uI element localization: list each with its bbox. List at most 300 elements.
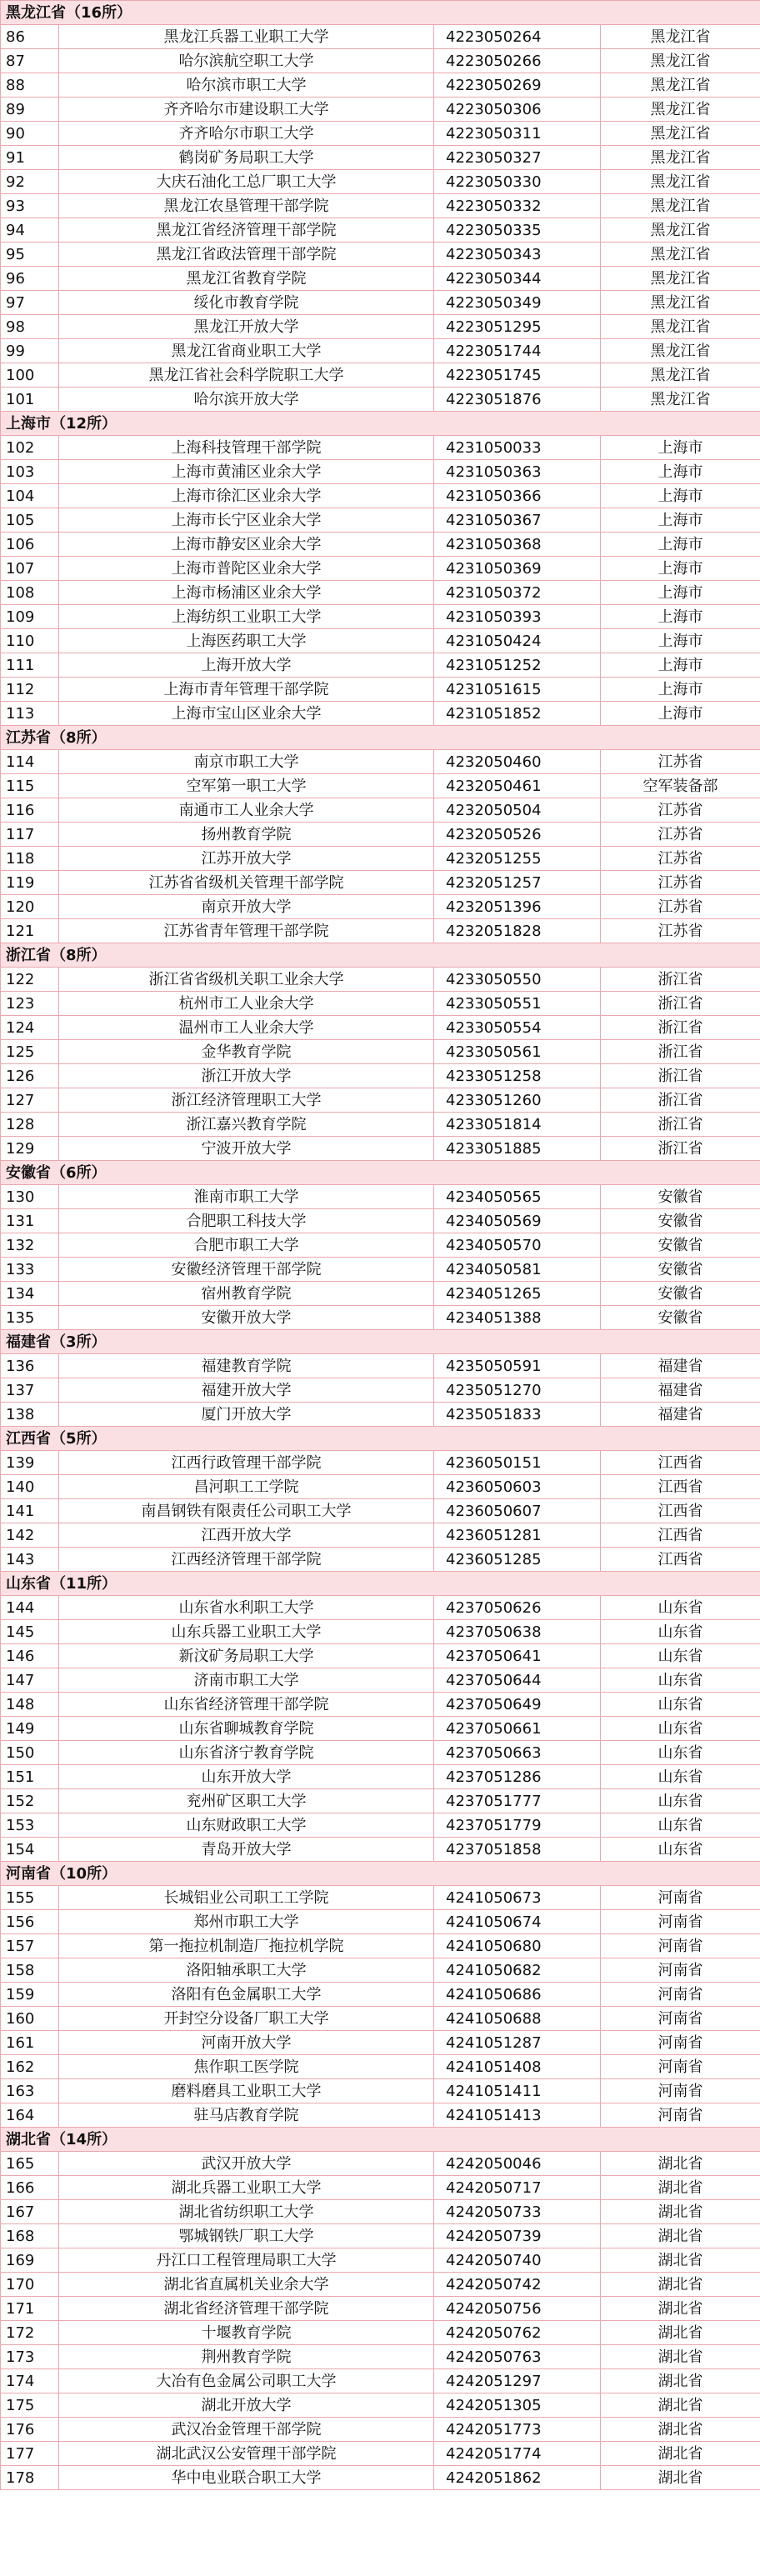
province-group-title: 上海市（12所） [1, 412, 760, 436]
table-row [1, 2176, 760, 2200]
institution-name: 黑龙江省经济管理干部学院 [59, 218, 434, 243]
table-row [1, 1258, 760, 1282]
institution-name: 十堰教育学院 [59, 2321, 434, 2345]
institution-name: 驻马店教育学院 [59, 2103, 434, 2128]
region-authority: 河南省 [601, 2007, 760, 2031]
institution-code: 4241051411 [434, 2079, 601, 2103]
region-authority: 安徽省 [601, 1185, 760, 1209]
institution-name: 上海开放大学 [59, 653, 434, 678]
institution-name: 大庆石油化工总厂职工大学 [59, 170, 434, 194]
institution-code: 4237050641 [434, 1644, 601, 1668]
institution-code: 4231050367 [434, 508, 601, 533]
row-number: 146 [1, 1644, 59, 1668]
institution-name: 南昌钢铁有限责任公司职工大学 [59, 1499, 434, 1523]
region-authority: 浙江省 [601, 1016, 760, 1040]
row-number: 132 [1, 1233, 59, 1258]
table-row [1, 1741, 760, 1765]
row-number: 171 [1, 2297, 59, 2321]
province-group-title: 福建省（3所） [1, 1330, 760, 1354]
row-number: 175 [1, 2393, 59, 2418]
institution-name: 杭州市工人业余大学 [59, 992, 434, 1016]
row-number: 136 [1, 1354, 59, 1378]
institution-name: 南京市职工大学 [59, 750, 434, 774]
institution-name: 绥化市教育学院 [59, 291, 434, 315]
institution-code: 4241050682 [434, 1958, 601, 1983]
institution-code: 4223051295 [434, 315, 601, 339]
table-row [1, 2466, 760, 2490]
row-number: 124 [1, 1016, 59, 1040]
institution-code: 4223050335 [434, 218, 601, 243]
table-row [1, 1620, 760, 1644]
table-row [1, 1185, 760, 1209]
row-number: 153 [1, 1813, 59, 1838]
region-authority: 黑龙江省 [601, 267, 760, 291]
institution-name: 洛阳有色金属职工大学 [59, 1983, 434, 2007]
region-authority: 安徽省 [601, 1258, 760, 1282]
institution-name: 上海市杨浦区业余大学 [59, 581, 434, 605]
province-group-header [1, 1572, 760, 1596]
row-number: 167 [1, 2200, 59, 2224]
institution-code: 4241050688 [434, 2007, 601, 2031]
institution-code: 4241050686 [434, 1983, 601, 2007]
institution-code: 4242050046 [434, 2152, 601, 2176]
region-authority: 福建省 [601, 1354, 760, 1378]
row-number: 126 [1, 1064, 59, 1088]
row-number: 105 [1, 508, 59, 533]
institution-code: 4242051297 [434, 2369, 601, 2393]
region-authority: 上海市 [601, 557, 760, 581]
institution-name: 湖北省直属机关业余大学 [59, 2273, 434, 2297]
region-authority: 河南省 [601, 1983, 760, 2007]
institution-code: 4233050551 [434, 992, 601, 1016]
row-number: 159 [1, 1983, 59, 2007]
institution-code: 4234050581 [434, 1258, 601, 1282]
row-number: 95 [1, 243, 59, 267]
institution-name: 金华教育学院 [59, 1040, 434, 1064]
institution-code: 4237051779 [434, 1813, 601, 1838]
institution-name: 湖北省纺织职工大学 [59, 2200, 434, 2224]
region-authority: 浙江省 [601, 1040, 760, 1064]
institution-code: 4232051255 [434, 847, 601, 871]
institution-name: 江西开放大学 [59, 1523, 434, 1548]
row-number: 135 [1, 1306, 59, 1330]
institution-code: 4236050603 [434, 1475, 601, 1499]
row-number: 104 [1, 484, 59, 508]
row-number: 100 [1, 363, 59, 388]
institution-code: 4241051408 [434, 2055, 601, 2079]
table-row [1, 774, 760, 798]
province-group-title: 湖北省（14所） [1, 2128, 760, 2152]
table-row [1, 798, 760, 823]
institution-code: 4237050663 [434, 1741, 601, 1765]
institution-code: 4231050033 [434, 436, 601, 460]
region-authority: 黑龙江省 [601, 339, 760, 363]
row-number: 165 [1, 2152, 59, 2176]
institution-code: 4223050266 [434, 49, 601, 73]
institution-name: 安徽开放大学 [59, 1306, 434, 1330]
province-group-title: 黑龙江省（16所） [1, 1, 760, 25]
institution-code: 4231050369 [434, 557, 601, 581]
row-number: 130 [1, 1185, 59, 1209]
table-row [1, 895, 760, 919]
table-row [1, 2393, 760, 2418]
region-authority: 湖北省 [601, 2393, 760, 2418]
row-number: 164 [1, 2103, 59, 2128]
institution-name: 焦作职工医学院 [59, 2055, 434, 2079]
table-row [1, 992, 760, 1016]
institution-name: 空军第一职工大学 [59, 774, 434, 798]
region-authority: 山东省 [601, 1765, 760, 1789]
row-number: 152 [1, 1789, 59, 1813]
province-group-header [1, 1427, 760, 1451]
row-number: 116 [1, 798, 59, 823]
row-number: 169 [1, 2248, 59, 2273]
row-number: 145 [1, 1620, 59, 1644]
province-group-title: 河南省（10所） [1, 1862, 760, 1886]
row-number: 93 [1, 194, 59, 218]
institution-code: 4223050306 [434, 98, 601, 122]
institution-code: 4236051285 [434, 1548, 601, 1572]
table-row [1, 750, 760, 774]
institution-code: 4233050554 [434, 1016, 601, 1040]
institution-name: 上海市青年管理干部学院 [59, 678, 434, 702]
region-authority: 上海市 [601, 629, 760, 653]
table-row [1, 1064, 760, 1088]
institution-name: 昌河职工工学院 [59, 1475, 434, 1499]
institution-name: 江苏开放大学 [59, 847, 434, 871]
table-row [1, 436, 760, 460]
region-authority: 黑龙江省 [601, 98, 760, 122]
region-authority: 黑龙江省 [601, 243, 760, 267]
province-group-header [1, 412, 760, 436]
row-number: 92 [1, 170, 59, 194]
region-authority: 浙江省 [601, 1064, 760, 1088]
region-authority: 湖北省 [601, 2369, 760, 2393]
region-authority: 湖北省 [601, 2466, 760, 2490]
institution-code: 4223050311 [434, 122, 601, 146]
institution-name: 哈尔滨开放大学 [59, 388, 434, 412]
institution-code: 4242050733 [434, 2200, 601, 2224]
institution-code: 4223050330 [434, 170, 601, 194]
table-row [1, 1693, 760, 1717]
institution-name: 兖州矿区职工大学 [59, 1789, 434, 1813]
table-row [1, 1475, 760, 1499]
institution-name: 福建开放大学 [59, 1378, 434, 1403]
row-number: 108 [1, 581, 59, 605]
region-authority: 上海市 [601, 702, 760, 726]
institution-name: 黑龙江省商业职工大学 [59, 339, 434, 363]
row-number: 148 [1, 1693, 59, 1717]
institution-code: 4242051862 [434, 2466, 601, 2490]
row-number: 133 [1, 1258, 59, 1282]
table-row [1, 1088, 760, 1113]
table-row [1, 1813, 760, 1838]
table-row [1, 1668, 760, 1693]
institution-name: 宁波开放大学 [59, 1137, 434, 1161]
institution-name: 黑龙江省政法管理干部学院 [59, 243, 434, 267]
row-number: 109 [1, 605, 59, 629]
row-number: 160 [1, 2007, 59, 2031]
row-number: 137 [1, 1378, 59, 1403]
table-row [1, 653, 760, 678]
institution-name: 河南开放大学 [59, 2031, 434, 2055]
table-row [1, 1113, 760, 1137]
region-authority: 湖北省 [601, 2442, 760, 2466]
region-authority: 河南省 [601, 1886, 760, 1910]
table-row [1, 581, 760, 605]
institution-code: 4233051885 [434, 1137, 601, 1161]
table-row [1, 2345, 760, 2369]
region-authority: 上海市 [601, 678, 760, 702]
institution-name: 合肥职工科技大学 [59, 1209, 434, 1233]
institution-code: 4231050393 [434, 605, 601, 629]
institution-code: 4241050673 [434, 1886, 601, 1910]
row-number: 86 [1, 25, 59, 49]
table-row [1, 533, 760, 557]
institution-code: 4237051777 [434, 1789, 601, 1813]
table-row [1, 25, 760, 49]
row-number: 101 [1, 388, 59, 412]
institution-code: 4236051281 [434, 1523, 601, 1548]
institution-code: 4232050461 [434, 774, 601, 798]
institution-code: 4236050151 [434, 1451, 601, 1475]
institution-name: 上海医药职工大学 [59, 629, 434, 653]
institution-name: 大冶有色金属公司职工大学 [59, 2369, 434, 2393]
institution-code: 4223050343 [434, 243, 601, 267]
institution-code: 4241051413 [434, 2103, 601, 2128]
institution-name: 上海市黄浦区业余大学 [59, 460, 434, 484]
province-group-header [1, 1161, 760, 1185]
row-number: 127 [1, 1088, 59, 1113]
institution-code: 4237050638 [434, 1620, 601, 1644]
institution-name: 黑龙江省教育学院 [59, 267, 434, 291]
table-row [1, 2079, 760, 2103]
row-number: 90 [1, 122, 59, 146]
table-row [1, 170, 760, 194]
row-number: 121 [1, 919, 59, 943]
row-number: 141 [1, 1499, 59, 1523]
region-authority: 湖北省 [601, 2345, 760, 2369]
region-authority: 湖北省 [601, 2152, 760, 2176]
institution-name: 鹤岗矿务局职工大学 [59, 146, 434, 170]
institution-code: 4231051252 [434, 653, 601, 678]
region-authority: 浙江省 [601, 1113, 760, 1137]
table-row [1, 194, 760, 218]
row-number: 96 [1, 267, 59, 291]
institution-code: 4237051286 [434, 1765, 601, 1789]
table-row [1, 968, 760, 992]
region-authority: 河南省 [601, 1934, 760, 1958]
region-authority: 山东省 [601, 1668, 760, 1693]
institution-name: 浙江开放大学 [59, 1064, 434, 1088]
table-row [1, 1910, 760, 1934]
institution-name: 开封空分设备厂职工大学 [59, 2007, 434, 2031]
province-group-header [1, 943, 760, 968]
institution-name: 南京开放大学 [59, 895, 434, 919]
institution-code: 4236050607 [434, 1499, 601, 1523]
row-number: 173 [1, 2345, 59, 2369]
row-number: 113 [1, 702, 59, 726]
region-authority: 湖北省 [601, 2176, 760, 2200]
province-group-header [1, 1862, 760, 1886]
row-number: 176 [1, 2418, 59, 2442]
row-number: 99 [1, 339, 59, 363]
table-row [1, 1983, 760, 2007]
institution-name: 南通市工人业余大学 [59, 798, 434, 823]
institution-code: 4235051270 [434, 1378, 601, 1403]
table-row [1, 1958, 760, 1983]
row-number: 150 [1, 1741, 59, 1765]
row-number: 131 [1, 1209, 59, 1233]
region-authority: 上海市 [601, 460, 760, 484]
table-row [1, 315, 760, 339]
province-group-header [1, 1330, 760, 1354]
institution-code: 4233051260 [434, 1088, 601, 1113]
institution-name: 山东省聊城教育学院 [59, 1717, 434, 1741]
institution-name: 山东省水利职工大学 [59, 1596, 434, 1620]
province-group-header [1, 726, 760, 750]
row-number: 119 [1, 871, 59, 895]
institution-code: 4237050661 [434, 1717, 601, 1741]
table-row [1, 2442, 760, 2466]
table-row [1, 1137, 760, 1161]
row-number: 89 [1, 98, 59, 122]
table-row [1, 1596, 760, 1620]
institution-name: 黑龙江农垦管理干部学院 [59, 194, 434, 218]
region-authority: 浙江省 [601, 992, 760, 1016]
table-row [1, 702, 760, 726]
institution-name: 洛阳轴承职工大学 [59, 1958, 434, 1983]
table-row [1, 629, 760, 653]
region-authority: 河南省 [601, 1910, 760, 1934]
region-authority: 浙江省 [601, 968, 760, 992]
row-number: 158 [1, 1958, 59, 1983]
institution-code: 4231050424 [434, 629, 601, 653]
institution-code: 4231050363 [434, 460, 601, 484]
row-number: 178 [1, 2466, 59, 2490]
row-number: 129 [1, 1137, 59, 1161]
region-authority: 山东省 [601, 1789, 760, 1813]
row-number: 170 [1, 2273, 59, 2297]
table-row [1, 605, 760, 629]
region-authority: 黑龙江省 [601, 73, 760, 98]
region-authority: 江苏省 [601, 798, 760, 823]
region-authority: 湖北省 [601, 2248, 760, 2273]
table-row [1, 2297, 760, 2321]
region-authority: 河南省 [601, 2079, 760, 2103]
region-authority: 浙江省 [601, 1137, 760, 1161]
institution-name: 江苏省省级机关管理干部学院 [59, 871, 434, 895]
institution-name: 新汶矿务局职工大学 [59, 1644, 434, 1668]
table-row [1, 1451, 760, 1475]
region-authority: 黑龙江省 [601, 122, 760, 146]
table-row [1, 1765, 760, 1789]
institution-code: 4234050565 [434, 1185, 601, 1209]
institution-name: 齐齐哈尔市建设职工大学 [59, 98, 434, 122]
region-authority: 江苏省 [601, 895, 760, 919]
institution-code: 4231050368 [434, 533, 601, 557]
institution-name: 浙江省省级机关职工业余大学 [59, 968, 434, 992]
institution-name: 江苏省青年管理干部学院 [59, 919, 434, 943]
table-row [1, 1644, 760, 1668]
row-number: 115 [1, 774, 59, 798]
table-row [1, 49, 760, 73]
institution-code: 4242050739 [434, 2224, 601, 2248]
row-number: 149 [1, 1717, 59, 1741]
table-row [1, 1016, 760, 1040]
region-authority: 安徽省 [601, 1209, 760, 1233]
table-row [1, 243, 760, 267]
region-authority: 安徽省 [601, 1233, 760, 1258]
row-number: 110 [1, 629, 59, 653]
table-row [1, 1354, 760, 1378]
row-number: 177 [1, 2442, 59, 2466]
row-number: 163 [1, 2079, 59, 2103]
province-group-title: 山东省（11所） [1, 1572, 760, 1596]
institution-name: 黑龙江开放大学 [59, 315, 434, 339]
region-authority: 江西省 [601, 1523, 760, 1548]
row-number: 172 [1, 2321, 59, 2345]
institution-code: 4241050674 [434, 1910, 601, 1934]
row-number: 118 [1, 847, 59, 871]
institution-name: 上海市宝山区业余大学 [59, 702, 434, 726]
table-row [1, 388, 760, 412]
institution-code: 4223050269 [434, 73, 601, 98]
institution-name: 上海纺织工业职工大学 [59, 605, 434, 629]
institution-name: 浙江嘉兴教育学院 [59, 1113, 434, 1137]
table-row [1, 1789, 760, 1813]
row-number: 94 [1, 218, 59, 243]
region-authority: 湖北省 [601, 2418, 760, 2442]
row-number: 87 [1, 49, 59, 73]
table-row [1, 1233, 760, 1258]
row-number: 155 [1, 1886, 59, 1910]
institution-name: 安徽经济管理干部学院 [59, 1258, 434, 1282]
institution-code: 4231051852 [434, 702, 601, 726]
region-authority: 上海市 [601, 653, 760, 678]
institution-code: 4232050504 [434, 798, 601, 823]
institution-name: 上海市普陀区业余大学 [59, 557, 434, 581]
region-authority: 湖北省 [601, 2297, 760, 2321]
province-group-title: 江西省（5所） [1, 1427, 760, 1451]
region-authority: 浙江省 [601, 1088, 760, 1113]
region-authority: 山东省 [601, 1813, 760, 1838]
region-authority: 黑龙江省 [601, 25, 760, 49]
institution-name: 武汉冶金管理干部学院 [59, 2418, 434, 2442]
institution-name: 华中电业联合职工大学 [59, 2466, 434, 2490]
row-number: 123 [1, 992, 59, 1016]
institution-code: 4242050756 [434, 2297, 601, 2321]
institution-name: 扬州教育学院 [59, 823, 434, 847]
table-row [1, 1209, 760, 1233]
row-number: 103 [1, 460, 59, 484]
region-authority: 江西省 [601, 1475, 760, 1499]
region-authority: 山东省 [601, 1838, 760, 1862]
row-number: 156 [1, 1910, 59, 1934]
table-row [1, 847, 760, 871]
table-row [1, 291, 760, 315]
institution-code: 4237050626 [434, 1596, 601, 1620]
institution-name: 长城铝业公司职工工学院 [59, 1886, 434, 1910]
region-authority: 河南省 [601, 2103, 760, 2128]
table-row [1, 1717, 760, 1741]
row-number: 138 [1, 1403, 59, 1427]
table-row [1, 2007, 760, 2031]
region-authority: 上海市 [601, 484, 760, 508]
institution-name: 厦门开放大学 [59, 1403, 434, 1427]
institution-code: 4232050526 [434, 823, 601, 847]
institution-name: 郑州市职工大学 [59, 1910, 434, 1934]
